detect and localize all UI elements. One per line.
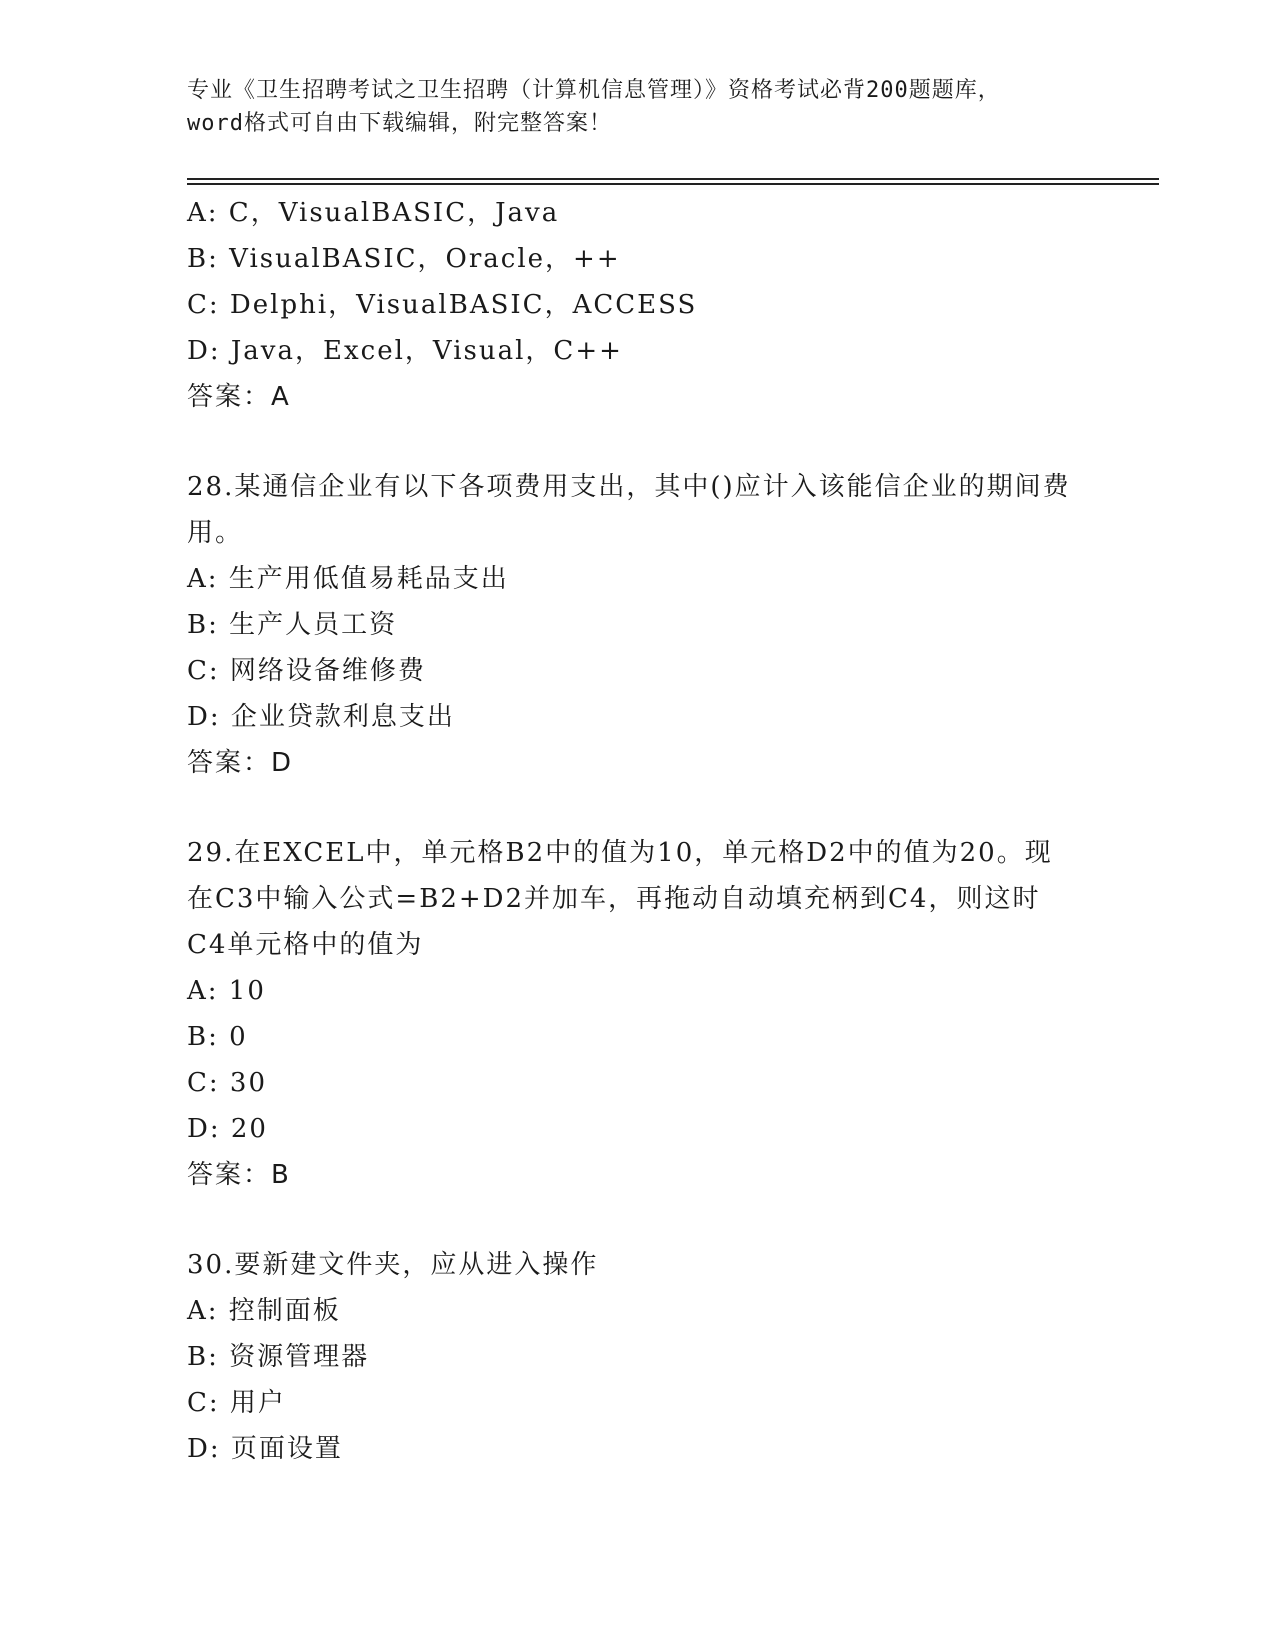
question-28 bbox=[187, 464, 1087, 786]
option-a: A: 控制面板 bbox=[187, 1296, 341, 1326]
option-b: B: 0 bbox=[187, 1022, 248, 1052]
question-text: 29.在EXCEL中，单元格B2中的值为10，单元格D2中的值为20。现在C3中输入公式=B2+D2并加车，再拖动自动填充柄到C4，则这时C4单元格中的值为 bbox=[187, 838, 1053, 960]
question-30 bbox=[187, 1242, 1087, 1472]
option-d: D: 页面设置 bbox=[187, 1434, 343, 1464]
header-line-2: word格式可自由下载编辑，附完整答案！ bbox=[187, 111, 612, 136]
answer-line: 答案：A bbox=[187, 382, 291, 412]
question-text: 28.某通信企业有以下各项费用支出，其中()应计入该能信企业的期间费用。 bbox=[187, 472, 1071, 548]
document-header bbox=[187, 74, 1087, 140]
header-divider-bottom bbox=[187, 183, 1159, 185]
option-d: D: Java，Excel，Visual，C++ bbox=[187, 336, 623, 366]
option-d: D: 20 bbox=[187, 1114, 268, 1144]
question-list bbox=[187, 190, 1087, 1472]
header-divider-top bbox=[187, 178, 1159, 180]
question-text: 30.要新建文件夹，应从进入操作 bbox=[187, 1250, 599, 1280]
option-d: D: 企业贷款利息支出 bbox=[187, 702, 455, 732]
option-b: B: VisualBASIC，Oracle，++ bbox=[187, 244, 621, 274]
header-line-1: 专业《卫生招聘考试之卫生招聘（计算机信息管理）》资格考试必背200题题库， bbox=[187, 78, 1001, 103]
option-a: A: 10 bbox=[187, 976, 266, 1006]
option-a: A: 生产用低值易耗品支出 bbox=[187, 564, 509, 594]
option-c: C: 用户 bbox=[187, 1388, 286, 1418]
option-c: C: 网络设备维修费 bbox=[187, 656, 426, 686]
option-a: A: C，VisualBASIC，Java bbox=[187, 198, 560, 228]
option-c: C: 30 bbox=[187, 1068, 268, 1098]
question-27 bbox=[187, 190, 1087, 420]
option-b: B: 资源管理器 bbox=[187, 1342, 370, 1372]
option-b: B: 生产人员工资 bbox=[187, 610, 398, 640]
answer-line: 答案：B bbox=[187, 1160, 291, 1190]
option-c: C: Delphi，VisualBASIC，ACCESS bbox=[187, 290, 698, 320]
answer-line: 答案：D bbox=[187, 748, 294, 778]
question-29 bbox=[187, 830, 1087, 1198]
